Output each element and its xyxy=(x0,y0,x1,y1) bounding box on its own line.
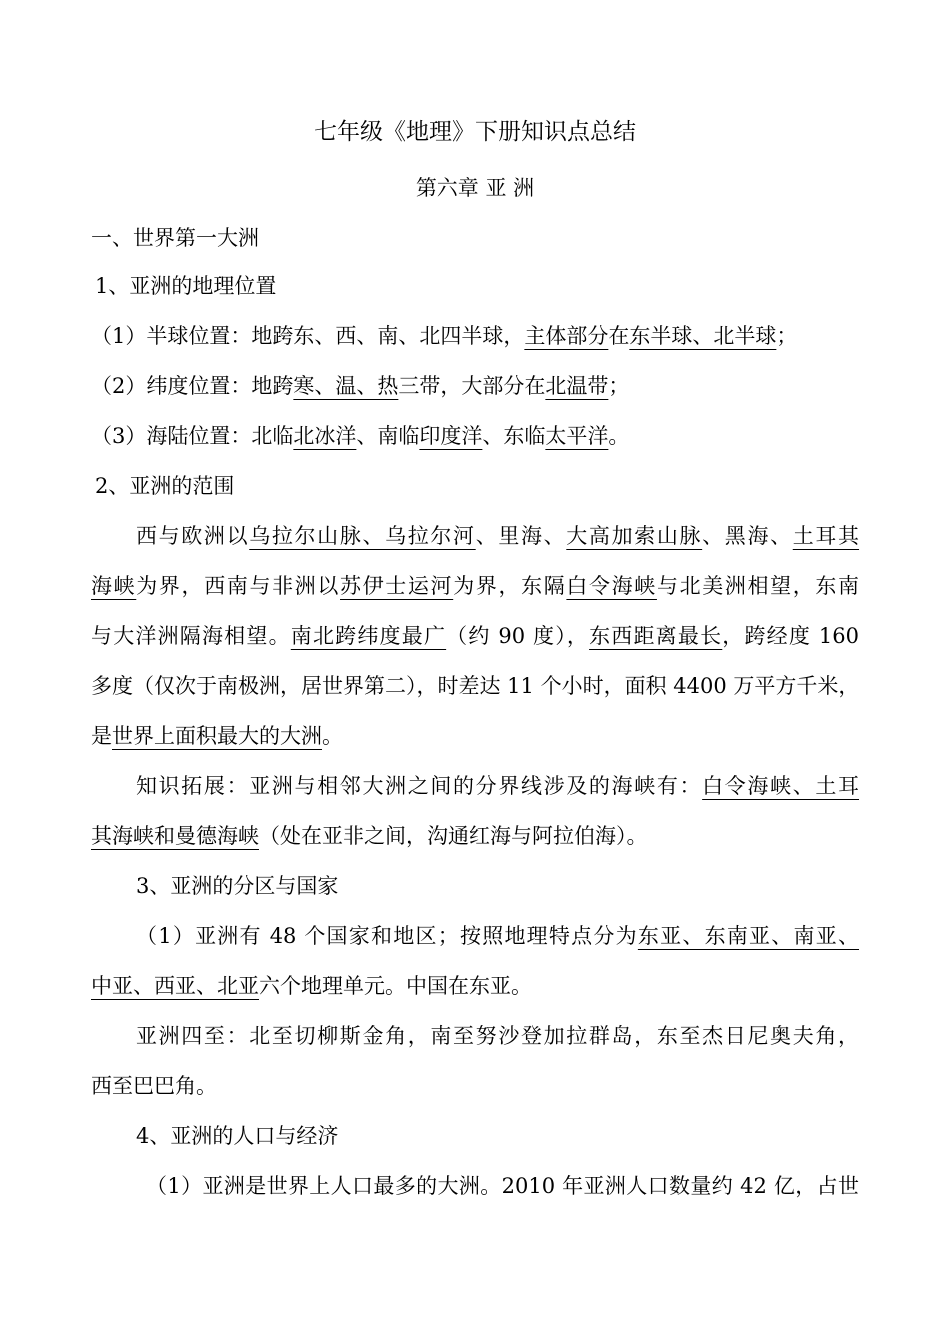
subsection-heading xyxy=(136,872,338,900)
text-segment: （处在亚非之间，沟通红海与阿拉伯海）。 xyxy=(259,824,648,848)
text-segment: （1）半球位置：地跨东、西、南、北四半球， xyxy=(91,324,525,348)
underlined-key-term: 乌拉尔山脉、乌拉尔河 xyxy=(249,524,476,548)
subsection-heading xyxy=(95,472,234,500)
text-segment: 西与欧洲以 xyxy=(136,524,250,548)
text-segment: 、里海、 xyxy=(475,524,567,548)
underlined-key-term: 南北跨纬度最广 xyxy=(290,624,447,648)
text-segment: （1）亚洲是世界上人口最多的大洲。2010 年亚洲人口数量约 42 亿，占世 xyxy=(146,1174,859,1198)
text-segment: 为界，东隔 xyxy=(453,574,567,598)
text-segment: （3）海陆位置：北临 xyxy=(91,424,294,448)
paragraph-line xyxy=(136,922,859,950)
text-segment: （1）亚洲有 48 个国家和地区；按照地理特点分为 xyxy=(136,924,638,948)
underlined-key-term: 寒、温、热 xyxy=(293,374,399,398)
text-segment: （2）纬度位置：地跨 xyxy=(91,374,294,398)
underlined-key-term: 太平洋 xyxy=(545,424,609,448)
text-segment: 亚洲四至：北至切柳斯金角，南至努沙登加拉群岛，东至杰日尼奥夫角， xyxy=(136,1024,859,1048)
text-segment: 西至巴巴角。 xyxy=(91,1074,217,1098)
text-segment: 与北美洲相望，东南 xyxy=(656,574,860,598)
text-segment: 与大洋洲隔海相望。 xyxy=(91,624,291,648)
subsection-heading xyxy=(136,1122,338,1150)
underlined-key-term: 北温带 xyxy=(545,374,609,398)
subsection-heading xyxy=(95,272,276,300)
underlined-key-term: 大高加索山脉 xyxy=(566,524,703,548)
text-segment: 一、世界第一大洲 xyxy=(91,226,259,250)
text-segment: 3、亚洲的分区与国家 xyxy=(136,874,339,898)
paragraph-line xyxy=(91,672,859,700)
text-segment: 。 xyxy=(322,724,343,748)
text-segment: ； xyxy=(776,324,798,348)
underlined-key-term: 印度洋 xyxy=(419,424,483,448)
text-segment: 三带，大部分在 xyxy=(398,374,546,398)
text-segment: 1、亚洲的地理位置 xyxy=(95,274,277,298)
paragraph-line xyxy=(91,822,648,850)
underlined-key-term: 北冰洋 xyxy=(293,424,357,448)
underlined-key-term: 白令海峡 xyxy=(566,574,657,598)
paragraph-line xyxy=(91,622,859,650)
paragraph-line xyxy=(91,972,532,1000)
text-segment: （约 90 度）， xyxy=(446,624,590,648)
text-segment: 、东临 xyxy=(482,424,546,448)
text-segment: 、黑海、 xyxy=(702,524,793,548)
paragraph-line xyxy=(146,1172,859,1200)
underlined-key-term: 苏伊士运河 xyxy=(340,574,454,598)
underlined-key-term: 海峡 xyxy=(91,574,137,598)
document-title: 七年级《地理》下册知识点总结 xyxy=(314,119,636,145)
underlined-key-term: 东亚、东南亚、南亚、 xyxy=(637,924,860,948)
paragraph-line xyxy=(91,1072,217,1100)
text-segment: 知识拓展：亚洲与相邻大洲之间的分界线涉及的海峡有： xyxy=(136,774,703,798)
text-segment: 多度（仅次于南极洲，居世界第二），时差达 11 个小时，面积 4400 万平方千米， xyxy=(91,674,860,698)
text-segment: 是 xyxy=(91,724,112,748)
paragraph-line xyxy=(136,1022,859,1050)
paragraph-line xyxy=(91,722,343,750)
text-segment: 4、亚洲的人口与经济 xyxy=(136,1124,339,1148)
section-heading xyxy=(91,224,259,252)
paragraph-line xyxy=(91,372,629,400)
underlined-key-term: 土耳其 xyxy=(792,524,860,548)
paragraph-line xyxy=(91,322,797,350)
text-segment: 。 xyxy=(608,424,630,448)
underlined-key-term: 世界上面积最大的大洲 xyxy=(112,724,322,748)
paragraph-line xyxy=(136,522,859,550)
text-segment: 在 xyxy=(608,324,630,348)
paragraph-line xyxy=(91,422,629,450)
text-segment: ； xyxy=(608,374,630,398)
underlined-key-term: 东半球、北半球 xyxy=(629,324,777,348)
paragraph-line xyxy=(91,572,859,600)
text-segment: 六个地理单元。中国在东亚。 xyxy=(259,974,532,998)
text-segment: 为界，西南与非洲以 xyxy=(136,574,341,598)
underlined-key-term: 其海峡和曼德海峡 xyxy=(91,824,259,848)
text-segment: 、南临 xyxy=(356,424,420,448)
underlined-key-term: 白令海峡、土耳 xyxy=(702,774,860,798)
paragraph-line xyxy=(136,772,859,800)
underlined-key-term: 主体部分 xyxy=(524,324,609,348)
underlined-key-term: 东西距离最长 xyxy=(589,624,723,648)
text-segment: 2、亚洲的范围 xyxy=(95,474,235,498)
chapter-heading: 第六章 亚 洲 xyxy=(415,176,535,200)
underlined-key-term: 中亚、西亚、北亚 xyxy=(91,974,259,998)
text-segment: ，跨经度 160 xyxy=(722,624,860,648)
